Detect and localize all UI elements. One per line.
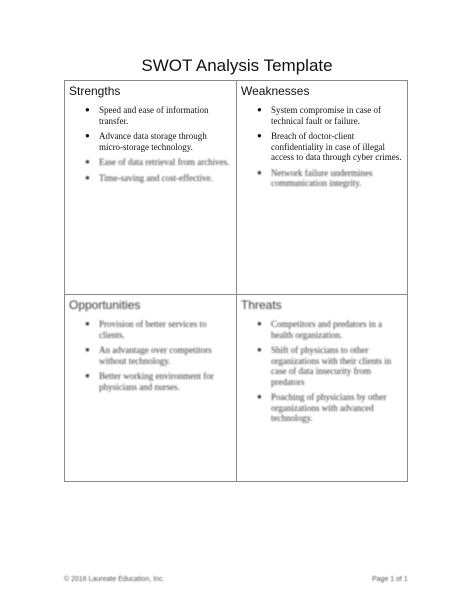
list-item xyxy=(257,105,404,126)
list-item xyxy=(85,319,232,340)
list-item-text: Ease of data retrieval from archives. xyxy=(99,157,230,167)
threats-quadrant xyxy=(237,295,408,482)
weaknesses-list xyxy=(241,105,404,189)
list-item-text: Speed and ease of information transfer. xyxy=(99,105,209,126)
strengths-heading: Strengths xyxy=(69,84,121,98)
list-item-text: Time-saving and cost-effective. xyxy=(99,172,213,183)
list-item-text: System compromise in case of technical fault or failure. xyxy=(271,105,381,126)
weaknesses-heading: Weaknesses xyxy=(241,84,310,98)
threats-heading: Threats xyxy=(241,298,282,312)
bullet-icon: ● xyxy=(85,105,90,114)
bullet-icon: ● xyxy=(257,105,262,114)
bullet-icon: ● xyxy=(257,392,262,401)
list-item xyxy=(257,345,404,387)
list-item xyxy=(257,168,404,189)
list-item xyxy=(257,131,404,163)
list-item xyxy=(85,173,232,184)
list-item xyxy=(85,345,232,366)
list-item-text: Breach of doctor-client confidentiality in case of illegal access to data through cyber crimes. xyxy=(271,131,402,162)
footer-page-number: Page 1 of 1 xyxy=(372,576,408,583)
list-item-text: Competitors and predators in a health organization. xyxy=(271,319,382,340)
bullet-icon: ● xyxy=(85,172,90,182)
list-item-text: Poaching of physicians by other organizations with advanced technology. xyxy=(271,392,387,423)
swot-grid xyxy=(64,80,408,482)
bullet-icon: ● xyxy=(257,319,262,328)
opportunities-list xyxy=(69,319,232,392)
list-item-text: Advance data storage through micro-storage technology. xyxy=(99,131,207,152)
bullet-icon: ● xyxy=(85,157,90,166)
bullet-icon: ● xyxy=(85,371,90,380)
list-item xyxy=(85,131,232,152)
bullet-icon: ● xyxy=(85,319,90,328)
bullet-icon: ● xyxy=(85,131,90,140)
list-item xyxy=(257,392,404,424)
weaknesses-quadrant xyxy=(237,81,408,294)
list-item-text: Provision of better services to clients. xyxy=(99,319,207,340)
list-item-text: Shift of physicians to other organizations with their clients in case of data insecurity from predators xyxy=(271,345,392,387)
list-item xyxy=(85,157,232,168)
list-item xyxy=(257,319,404,340)
bullet-icon: ● xyxy=(85,345,90,354)
opportunities-quadrant xyxy=(65,295,236,482)
bullet-icon: ● xyxy=(257,131,262,140)
list-item-text: An advantage over competitors without technology. xyxy=(99,345,212,366)
list-item xyxy=(85,105,232,126)
strengths-list xyxy=(69,105,232,183)
opportunities-heading: Opportunities xyxy=(69,298,141,312)
list-item-text: Network failure undermines communication integrity. xyxy=(271,167,373,188)
list-item xyxy=(85,371,232,392)
list-item-text: Better working environment for physicians and nurses. xyxy=(99,371,214,392)
strengths-quadrant xyxy=(65,81,236,294)
page-title: SWOT Analysis Template xyxy=(141,56,333,75)
bullet-icon: ● xyxy=(257,167,262,177)
bullet-icon: ● xyxy=(257,345,262,354)
footer-copyright: © 2016 Laureate Education, Inc. xyxy=(64,576,165,583)
threats-list xyxy=(241,319,404,424)
